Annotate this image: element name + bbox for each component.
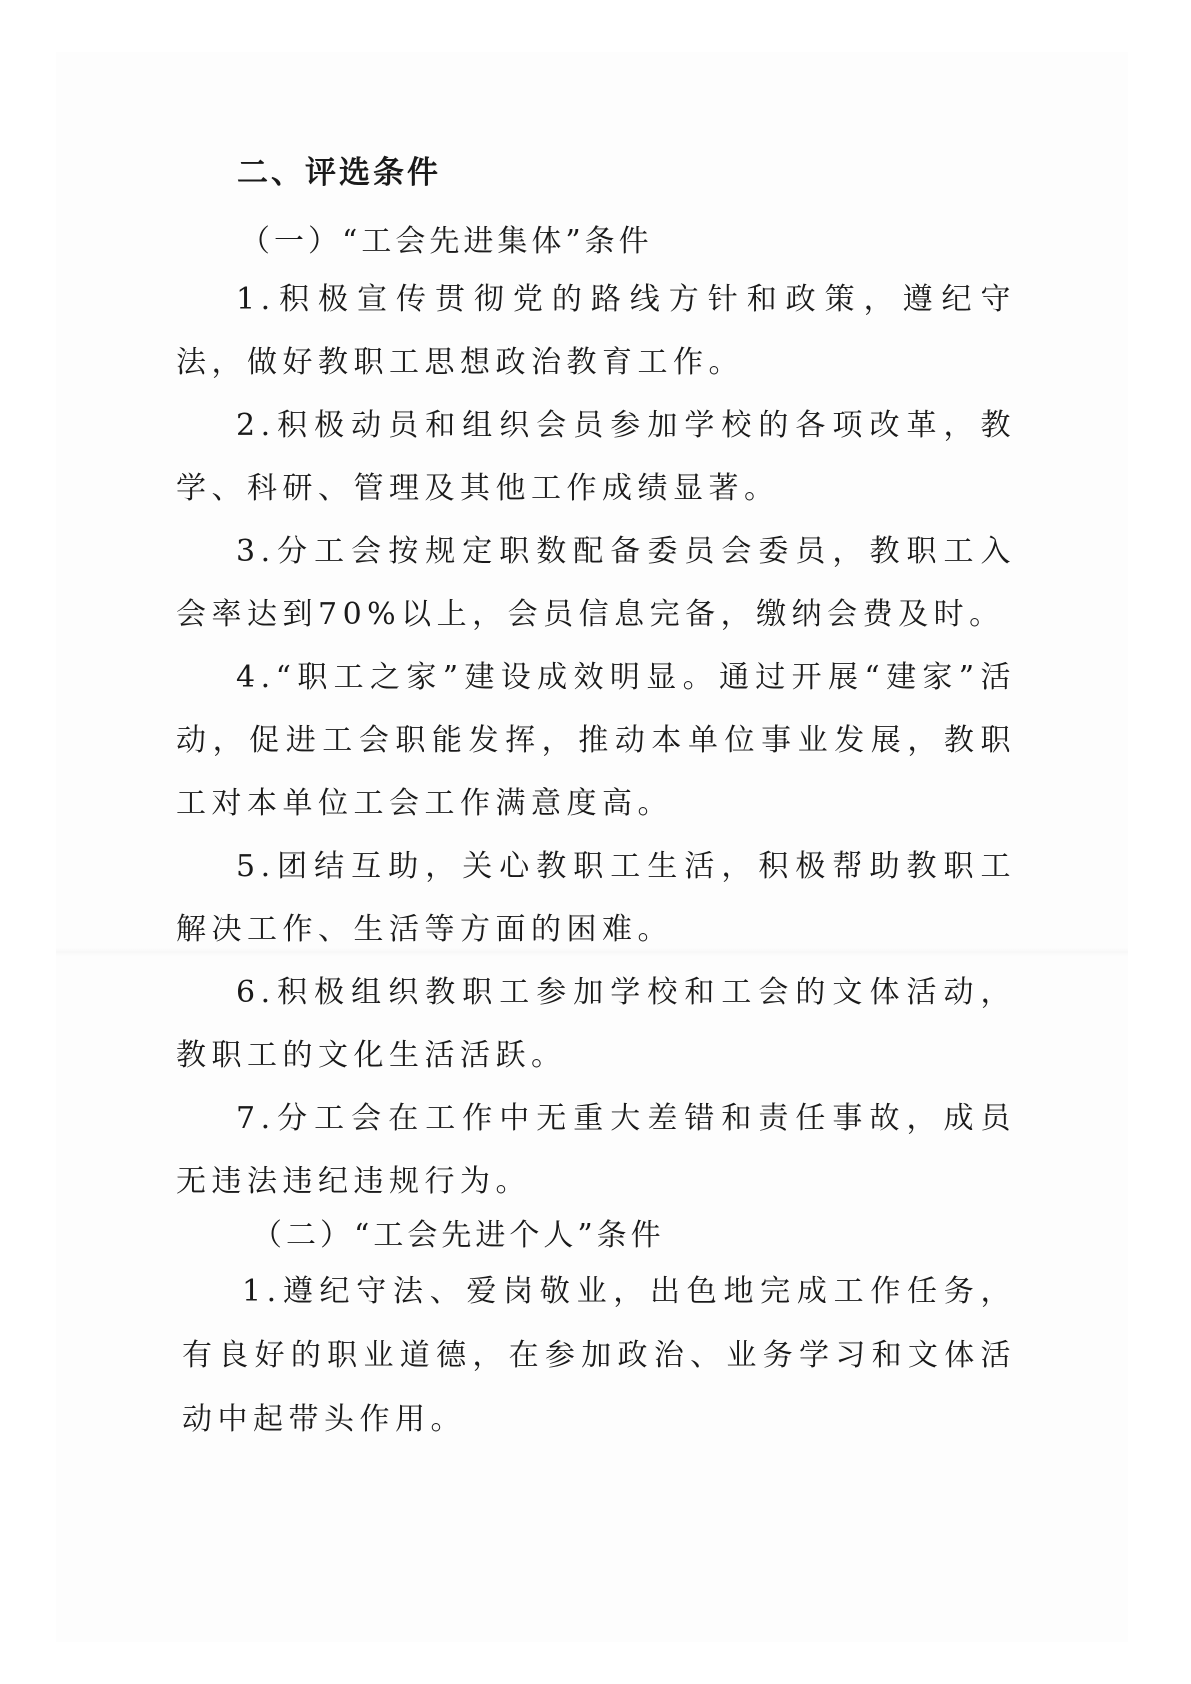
group1-item-3: 3.分工会按规定职数配备委员会委员，教职工入会率达到70%以上，会员信息完备，缴纳会费及时。 [176, 534, 1016, 632]
section-heading: 二、评选条件 [237, 155, 441, 191]
group1-item-4: 4.“职工之家”建设成效明显。通过开展“建家”活动，促进工会职能发挥，推动本单位事业发展，教职工对本单位工会工作满意度高。 [176, 660, 1016, 821]
group1-title: （一）“工会先进集体”条件 [240, 224, 653, 259]
group1-item-5: 5.团结互助，关心教职工生活，积极帮助教职工解决工作、生活等方面的困难。 [176, 849, 1016, 947]
group2-item-1: 1.遵纪守法、爱岗敬业，出色地完成工作任务，有良好的职业道德，在参加政治、业务学习和文体活动中起带头作用。 [182, 1274, 1016, 1437]
group1-item-6: 6.积极组织教职工参加学校和工会的文体活动，教职工的文化生活活跃。 [176, 975, 1016, 1073]
group1-item-2: 2.积极动员和组织会员参加学校的各项改革，教学、科研、管理及其他工作成绩显著。 [176, 408, 1016, 506]
group1-item-1: 1.积极宣传贯彻党的路线方针和政策，遵纪守法，做好教职工思想政治教育工作。 [176, 282, 1016, 380]
group1-item-7: 7.分工会在工作中无重大差错和责任事故，成员无违法违纪违规行为。 [176, 1101, 1016, 1199]
group2-title: （二）“工会先进个人”条件 [252, 1218, 665, 1253]
